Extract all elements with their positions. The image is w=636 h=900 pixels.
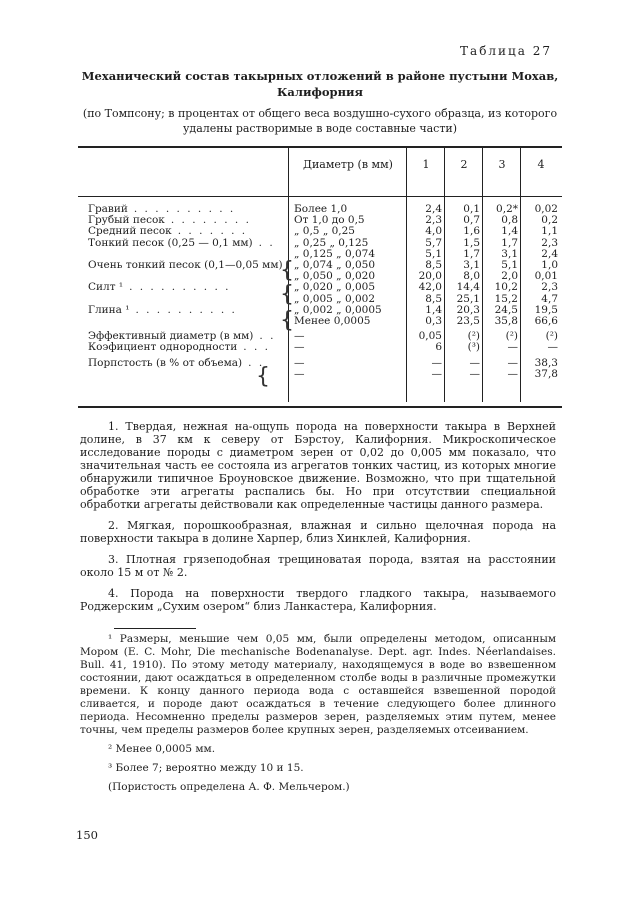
row-cell-diam: От 1,0 до 0,5 xyxy=(294,214,365,227)
title-line-2: Калифорния xyxy=(276,85,364,99)
row-leader-dots: . . . . . . . . . . xyxy=(129,281,231,294)
row-cell-c1: 5,7 xyxy=(425,236,442,249)
row-cell-c1: 5,1 xyxy=(425,247,442,260)
page-number: 150 xyxy=(76,828,98,842)
row-leader-dots: . . xyxy=(248,356,265,369)
row-cell-c4: 37,8 xyxy=(534,367,558,380)
row-label-text: Силт ¹ xyxy=(88,281,124,294)
row-cell-c3: — xyxy=(507,367,518,380)
row-leader-dots: . . xyxy=(258,236,275,249)
row-cell-c4: 0,02 xyxy=(534,203,558,215)
row-leader-dots: . . . . . . . . . . xyxy=(135,303,237,316)
col-header-4: 4 xyxy=(537,158,545,171)
row-label-text: Тонкий песок (0,25 — 0,1 мм) xyxy=(88,236,253,249)
row-cell-c3: 0,8 xyxy=(501,214,518,227)
col-header-3: 3 xyxy=(498,158,506,171)
table-number: Таблица 27 xyxy=(460,44,552,58)
row-cell-c3: 2,0 xyxy=(501,270,518,283)
row-cell-c2: 1,6 xyxy=(463,225,480,238)
row-cell-c3: 10,2 xyxy=(494,281,518,294)
row-label xyxy=(88,282,230,293)
row-cell-c4: 1,1 xyxy=(541,225,558,238)
row-label-text: Очень тонкий песок (0,1—0,05 мм) xyxy=(88,259,283,271)
row-label xyxy=(88,316,94,327)
row-cell-c2: 20,3 xyxy=(456,303,480,316)
row-cell-c4: 2,3 xyxy=(541,236,558,249)
row-cell-c3: 15,2 xyxy=(494,292,518,305)
row-label-text: Средний песок xyxy=(88,225,172,238)
brace-very-fine: { xyxy=(280,258,294,283)
row-cell-c2: 23,5 xyxy=(456,315,480,327)
row-cell-diam: — xyxy=(294,341,305,354)
row-cell-c2: — xyxy=(469,367,480,380)
row-label-text: Гравий xyxy=(88,203,128,215)
col-divider-2 xyxy=(406,148,407,402)
row-cell-c2: 3,1 xyxy=(463,259,480,271)
row-cell-c1: 20,0 xyxy=(418,270,442,283)
row-cell-c1: 42,0 xyxy=(418,281,442,294)
row-label-text: Порпстость (в % от объема) xyxy=(88,356,243,369)
brace-silt: { xyxy=(280,282,294,307)
row-leader-dots: . . . . . . . xyxy=(177,225,248,238)
row-cell-c2: 0,7 xyxy=(463,214,480,227)
row-cell-c4: 4,7 xyxy=(541,292,558,305)
note-3: 3. Плотная грязеподобная трещиноватая порода, взятая на расстоянии около 15 м от № 2. xyxy=(80,553,556,579)
row-cell-c2: 14,4 xyxy=(456,281,480,294)
row-cell-c4: 38,3 xyxy=(534,356,558,369)
header-divider xyxy=(78,196,562,197)
row-cell-diam: „ 0,5 „ 0,25 xyxy=(294,225,355,238)
note-2: 2. Мягкая, порошкообразная, влажная и сильно щелочная порода на поверхности такыра в долине Харпер, близ Хинклей, Калифорния. xyxy=(80,519,556,545)
row-cell-c4: 66,6 xyxy=(534,315,558,327)
row-cell-c1: — xyxy=(431,367,442,380)
row-cell-c3: (²) xyxy=(505,330,518,343)
footnote-1: ¹ Размеры, меньшие чем 0,05 мм, были определены методом, описанным Мором (E. C. Mohr, Die mechanische Bodenanalyse. Dept. agr. Indes. Néerlandaises. Bull. 41, 1910). По этому методу материалу, находящемуся в воде во взвешенном состоянии, дают осаждаться в определенном столбе воды в различные промежутки времени. К концу данного периода вода с оставшейся взвешенной породой сливается, и породе дают осаждаться в течение следующего более длинного периода. Несомненно пределы размеров зерен, разделяемых этим путем, менее точны, чем пределы размеров более крупных зерен, разделяемых отсеиванием. xyxy=(80,633,556,736)
row-cell-c1: 1,4 xyxy=(425,303,442,316)
subtitle-line-1: (по Томпсону; в процентах от общего веса воздушно-сухого образца, из которого xyxy=(82,107,558,120)
col-divider-3 xyxy=(444,148,445,402)
row-cell-c3: 24,5 xyxy=(494,303,518,316)
row-cell-c4: (²) xyxy=(545,330,558,343)
row-cell-c4: 19,5 xyxy=(534,303,558,316)
row-cell-c1: 8,5 xyxy=(425,292,442,305)
title-line-1: Механический состав такырных отложений в районе пустыни Мохав, xyxy=(81,69,559,83)
row-cell-c3: 1,7 xyxy=(501,236,518,249)
row-cell-c2: 8,0 xyxy=(463,270,480,283)
row-cell-c4: — xyxy=(547,341,558,354)
row-label xyxy=(88,260,289,271)
row-label xyxy=(88,358,264,369)
row-cell-c2: — xyxy=(469,356,480,369)
row-cell-diam: „ 0,125 „ 0,074 xyxy=(294,247,376,260)
row-label xyxy=(88,369,94,380)
row-cell-c1: 2,4 xyxy=(425,203,442,215)
footnotes xyxy=(80,633,556,800)
brace-porosity: { xyxy=(256,364,270,389)
row-cell-c2: 25,1 xyxy=(456,292,480,305)
row-cell-diam: „ 0,005 „ 0,002 xyxy=(294,292,376,305)
row-label-text: Глина ¹ xyxy=(88,303,130,316)
row-cell-diam: „ 0,002 „ 0,0005 xyxy=(294,303,382,316)
row-cell-diam: Менее 0,0005 xyxy=(294,315,371,327)
col-divider-4 xyxy=(482,148,483,402)
row-label-text: Эффективный диаметр (в мм) xyxy=(88,330,254,343)
row-cell-diam: — xyxy=(294,356,305,369)
row-cell-c3: — xyxy=(507,356,518,369)
row-cell-c3: 35,8 xyxy=(494,315,518,327)
row-cell-diam: Более 1,0 xyxy=(294,203,348,215)
row-leader-dots: . . . xyxy=(243,341,270,354)
notes xyxy=(80,420,556,621)
row-cell-c3: 5,1 xyxy=(501,259,518,271)
row-label-text: Грубый песок xyxy=(88,214,165,227)
row-cell-c1: — xyxy=(431,356,442,369)
row-cell-c3: 0,2* xyxy=(496,203,518,215)
row-cell-c3: 3,1 xyxy=(501,247,518,260)
row-cell-c1: 0,3 xyxy=(425,315,442,327)
row-cell-diam: „ 0,25 „ 0,125 xyxy=(294,236,369,249)
col-divider-5 xyxy=(520,148,521,402)
row-cell-diam: „ 0,020 „ 0,005 xyxy=(294,281,376,294)
row-cell-c2: 1,5 xyxy=(463,236,480,249)
row-cell-c4: 2,3 xyxy=(541,281,558,294)
row-cell-diam: — xyxy=(294,330,305,343)
row-cell-c4: 0,01 xyxy=(534,270,558,283)
row-cell-c1: 2,3 xyxy=(425,214,442,227)
row-cell-c4: 2,4 xyxy=(541,247,558,260)
row-cell-c2: (²) xyxy=(467,330,480,343)
footnote-divider xyxy=(114,628,196,629)
row-cell-c3: — xyxy=(507,341,518,354)
row-cell-c2: 0,1 xyxy=(463,203,480,215)
row-cell-c2: 1,7 xyxy=(463,247,480,260)
footnote-3: ³ Более 7; вероятно между 10 и 15. xyxy=(108,762,304,774)
row-cell-c3: 1,4 xyxy=(501,225,518,238)
table-subtitle xyxy=(70,106,570,136)
row-leader-dots: . . . . . . . . . . xyxy=(133,203,236,215)
row-cell-diam: „ 0,050 „ 0,020 xyxy=(294,270,376,283)
row-cell-c1: 4,0 xyxy=(425,225,442,238)
brace-clay: { xyxy=(280,308,294,333)
row-leader-dots: . . . . . . . . xyxy=(170,214,251,227)
footnote-porosity: (Пористость определена А. Ф. Мельчером.) xyxy=(108,781,350,793)
col-header-1: 1 xyxy=(422,158,430,171)
col-header-diameter: Диаметр (в мм) xyxy=(303,158,393,171)
table-title xyxy=(60,68,580,100)
row-label xyxy=(88,305,237,316)
note-4: 4. Порода на поверхности твердого гладкого такыра, называемого Роджерским „Сухим озером“ близ Ланкастера, Калифорния. xyxy=(80,587,556,613)
row-label xyxy=(88,342,270,353)
note-1: 1. Твердая, нежная на-ощупь порода на поверхности такыра в Верхней долине, в 37 км к северу от Бэрстоу, Калифорния. Микроскопическое исследование породы с диаметром зерен от 0,02 до 0,005 мм показало, что значительная часть ее состояла из агрегатов тонких частиц, из которых многие обнаружили типичное Броуновское движение. Возможно, что при тщательной обработке эти агрегаты распались бы. Но при отсутствии специальной обработки агрегаты действовали как определенные частицы данного размера. xyxy=(80,420,556,511)
col-header-2: 2 xyxy=(460,158,468,171)
row-cell-c2: (³) xyxy=(467,341,480,354)
row-cell-diam: — xyxy=(294,367,305,380)
row-label xyxy=(88,238,275,249)
row-cell-c1: 0,05 xyxy=(418,330,442,343)
subtitle-line-2: удалены растворимые в воде составные части) xyxy=(182,122,458,135)
row-label-text: Коэфициент однородности xyxy=(88,341,238,354)
row-cell-c1: 8,5 xyxy=(425,259,442,271)
row-cell-c4: 0,2 xyxy=(541,214,558,227)
row-leader-dots: . . xyxy=(259,330,276,343)
row-cell-c1: 6 xyxy=(435,341,442,354)
footnote-2: ² Менее 0,0005 мм. xyxy=(108,743,216,755)
row-cell-diam: „ 0,074 „ 0,050 xyxy=(294,259,376,271)
row-cell-c4: 1,0 xyxy=(541,259,558,271)
